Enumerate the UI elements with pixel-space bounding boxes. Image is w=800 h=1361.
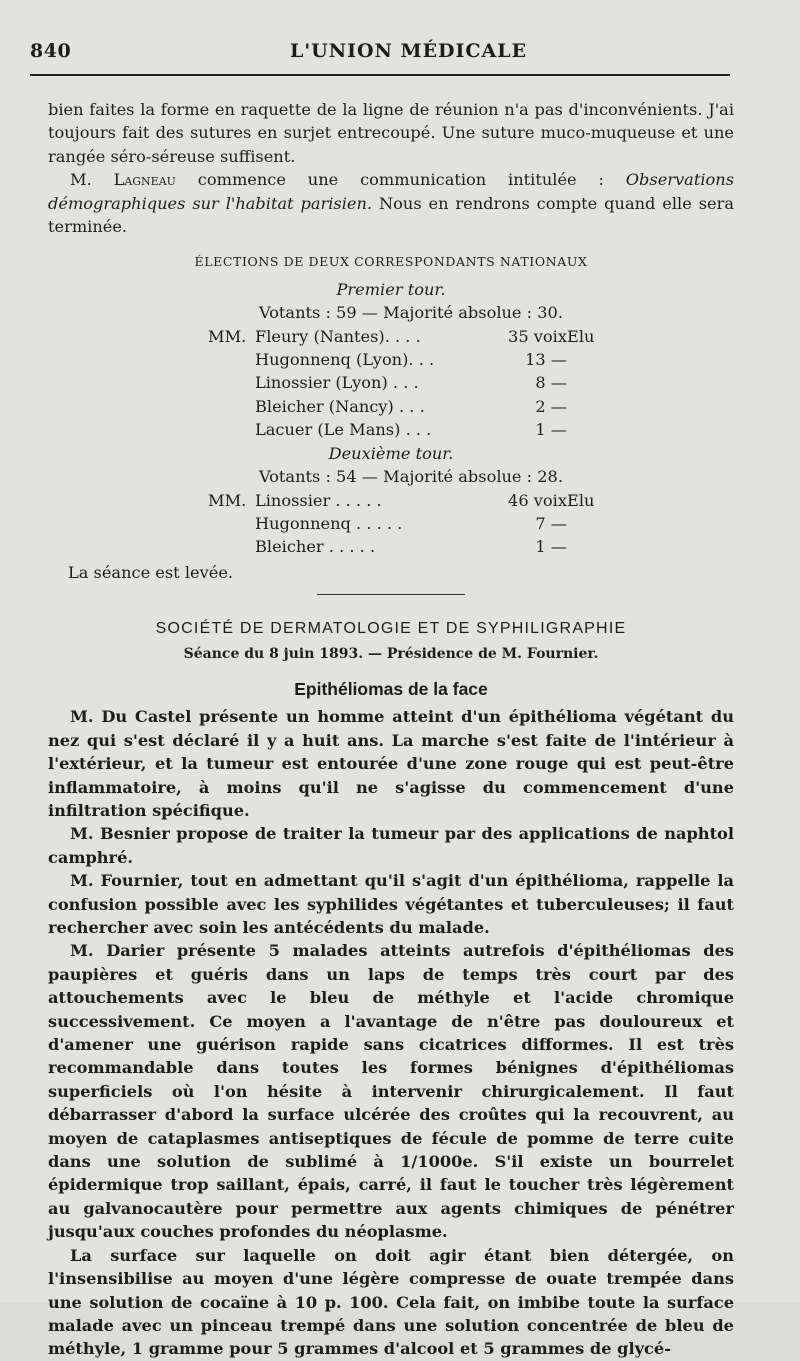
table-row: [208, 371, 627, 394]
row-prefix: [208, 535, 255, 558]
row-prefix: MM.: [208, 490, 247, 510]
second-round-title: Deuxième tour.: [328, 443, 454, 463]
vote-count: 8 —: [535, 373, 567, 393]
page-header: [30, 38, 730, 78]
lagneau-text-b: Nous en rendrons compte quand elle sera terminée.: [48, 193, 734, 237]
vote-count: 13 —: [525, 350, 567, 370]
vote-count: 2 —: [535, 396, 567, 416]
communication-title: Observations démographiques sur l'habitat parisien.: [48, 170, 734, 213]
vote-count: 1 —: [535, 420, 567, 440]
table-row: [208, 418, 627, 441]
paragraph-darier: M. Darier présente 5 malades atteints autrefois d'épithéliomas des paupières et guéris dans un laps de temps très court par des attouchements avec le bleu de méthyle et l'acide chromique successivement. Ce moyen a l'avantage de n'être pas douloureux et d'amener une guérison rapide sans cicatrices difformes. Il est très recommandable dans toutes les formes bénignes d'épithéliomas superficiels où l'on hésite à intervenir chirurgicalement. Il faut débarrasser d'abord la surface ulcérée des croûtes qui la recouvrent, au moyen de cataplasmes antiseptiques de fécule de pomme de terre cuite dans une solution de sublimé à 1/1000e. S'il existe un bourrelet épidermique trop saillant, épais, carré, il faut le toucher très légèrement au galvanocautère pour permettre aux agents chimiques de pénétrer jusqu'aux couches profondes du néoplasme.: [48, 941, 734, 1242]
speaker-lagneau: M. Lagneau: [70, 170, 176, 190]
candidate-name: Linossier (Lyon) . . .: [255, 373, 419, 393]
opening-paragraph: bien faites la forme en raquette de la ligne de réunion n'a pas d'inconvénients. J'ai toujours fait des sutures en surjet entrecoupé. Une suture muco-muqueuse et une rangée séro-séreuse suffisent.: [48, 100, 734, 166]
candidate-name: Lacuer (Le Mans) . . .: [255, 420, 432, 440]
candidate-name: Linossier . . . . .: [255, 490, 382, 510]
session-closed: La séance est levée.: [68, 562, 234, 582]
vote-result: [567, 371, 627, 394]
second-round-summary: Votants : 54 — Majorité absolue : 28.: [258, 467, 564, 487]
seance-date: Séance du 8 juin 1893. — Présidence de M. Fournier.: [183, 645, 599, 662]
vote-result: [567, 348, 627, 371]
vote-result: [567, 535, 627, 558]
candidate-name: Bleicher (Nancy) . . .: [255, 396, 425, 416]
elections-title: ÉLECTIONS DE DEUX CORRESPONDANTS NATIONAUX: [194, 254, 588, 270]
vote-count: 35 voix: [508, 326, 567, 346]
vote-count: 46 voix: [508, 490, 567, 510]
section-separator: [317, 594, 465, 595]
header-rule: [30, 74, 730, 76]
section-title: Epithéliomas de la face: [294, 678, 488, 699]
table-row: [208, 512, 627, 535]
paragraph-technique: La surface sur laquelle on doit agir étant bien détergée, on l'insensibilise au moyen d'une légère compresse de ouate trempée dans une solution de cocaïne à 10 p. 100. Cela fait, on imbibe toute la surface malade avec un pinceau trempé dans une solution concentrée de bleu de méthyle, 1 gramme pour 5 grammes d'alcool et 5 grammes de glycé-: [48, 1245, 734, 1359]
running-title: L'UNION MÉDICALE: [290, 40, 528, 62]
vote-result: [567, 395, 627, 418]
candidate-name: Bleicher . . . . .: [255, 537, 376, 557]
row-prefix: [208, 371, 255, 394]
society-title: SOCIÉTÉ DE DERMATOLOGIE ET DE SYPHILIGRAPHIE: [155, 620, 627, 638]
table-row: [208, 348, 627, 371]
row-prefix: [208, 348, 255, 371]
lagneau-text-a: commence une communication intitulée :: [175, 170, 626, 190]
first-round-title: Premier tour.: [336, 279, 446, 299]
lagneau-paragraph: [48, 168, 734, 238]
first-round-table: [208, 325, 627, 442]
vote-count: 1 —: [535, 537, 567, 557]
second-round-table: [208, 489, 627, 559]
first-round-summary: Votants : 59 — Majorité absolue : 30.: [258, 303, 564, 323]
candidate-name: Hugonnenq (Lyon). . .: [255, 350, 435, 370]
table-row: [208, 535, 627, 558]
row-prefix: [208, 395, 255, 418]
vote-result: [567, 418, 627, 441]
page-number: 840: [30, 40, 72, 62]
row-prefix: MM.: [208, 326, 247, 346]
table-row: [208, 489, 627, 512]
table-row: [208, 325, 627, 348]
vote-result: [567, 512, 627, 535]
candidate-name: Fleury (Nantes). . . .: [255, 326, 421, 346]
vote-result: Elu: [567, 490, 595, 510]
row-prefix: [208, 418, 255, 441]
table-row: [208, 395, 627, 418]
candidate-name: Hugonnenq . . . . .: [255, 513, 403, 533]
society-text: [48, 705, 734, 1360]
vote-result: Elu: [567, 326, 595, 346]
paragraph-fournier: M. Fournier, tout en admettant qu'il s'agit d'un épithélioma, rappelle la confusion possible avec les syphilides végétantes et tuberculeuses; il faut rechercher avec soin les antécédents du malade.: [48, 871, 734, 937]
page-body: [48, 98, 734, 1361]
row-prefix: [208, 512, 255, 535]
vote-count: 7 —: [535, 513, 567, 533]
paragraph-besnier: M. Besnier propose de traiter la tumeur par des applications de naphtol camphré.: [48, 824, 734, 867]
paragraph-du-castel: M. Du Castel présente un homme atteint d'un épithélioma végétant du nez qui s'est déclaré il y a huit ans. La marche s'est faite de l'intérieur à l'extérieur, et la tumeur est entourée d'une zone rouge qui est peut-être inflammatoire, à moins qu'il ne s'agisse du commencement d'une infiltration spécifique.: [48, 707, 734, 820]
